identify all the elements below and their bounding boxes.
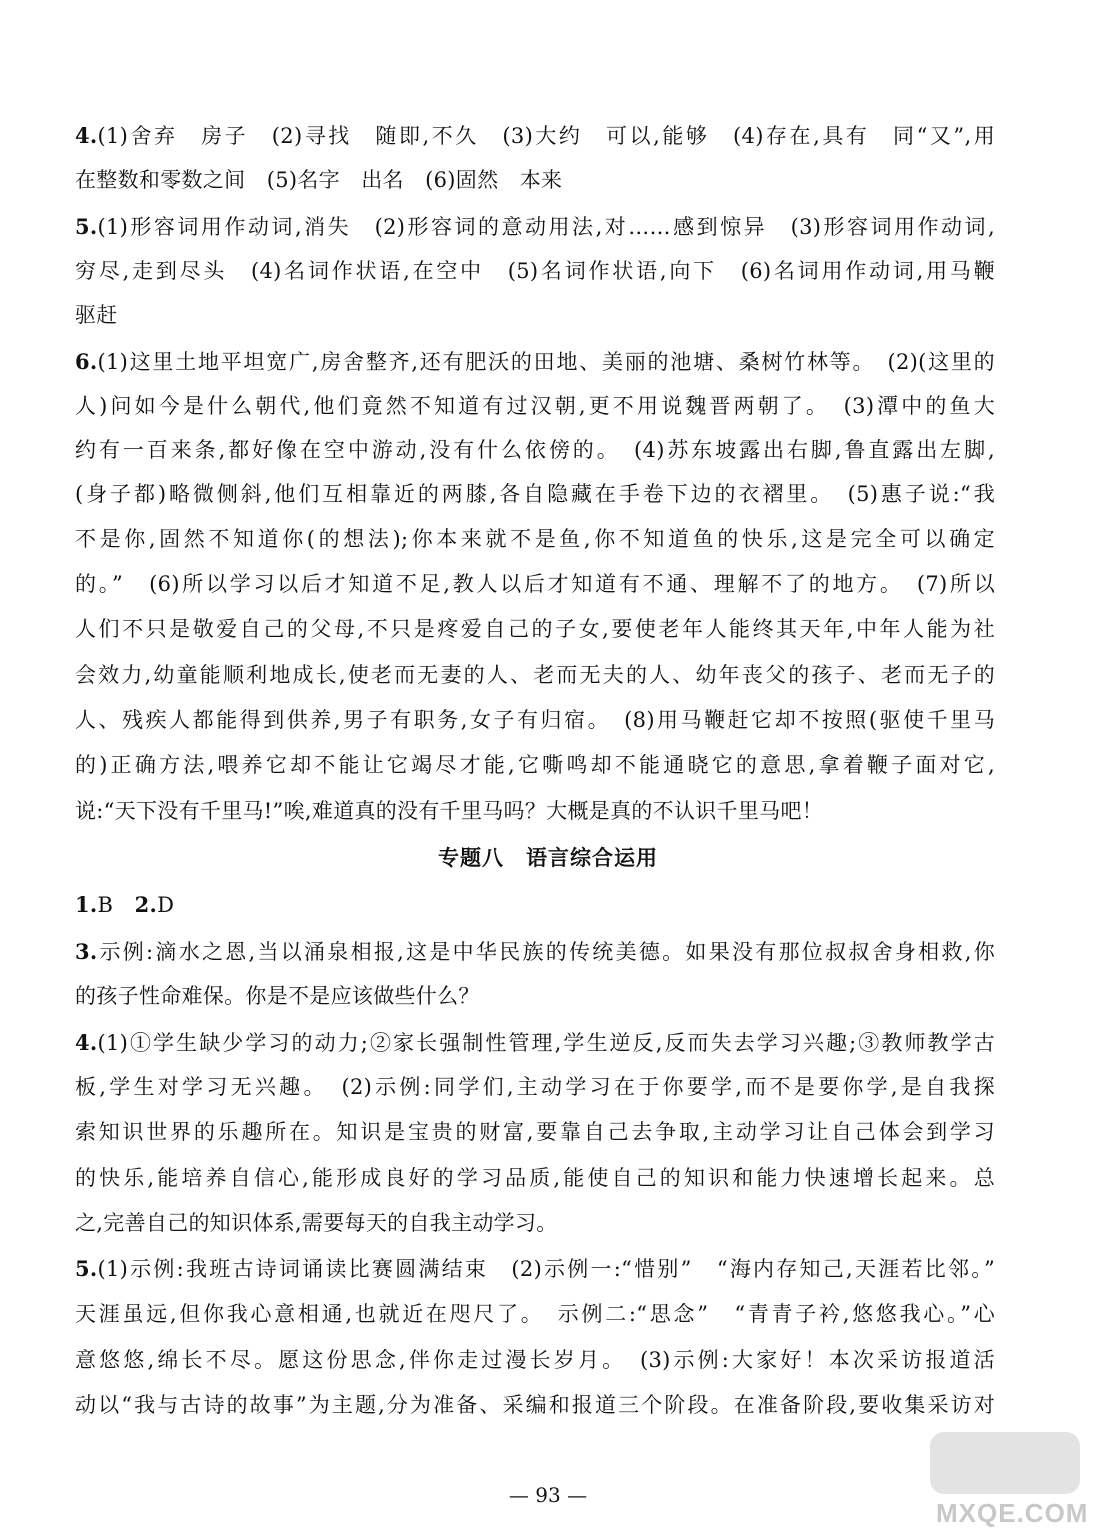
item-5-line-3: 驱赶 [75, 303, 118, 327]
item-6-line-6: 的。” (6)所以学习以后才知道不足,教人以后才知道有不通、理解不了的地方。 (7)所以 [75, 572, 995, 596]
item-6-line-1: 6.(1)这里土地平坦宽广,房舍整齐,还有肥沃的田地、美丽的池塘、桑树竹林等。 (2)(这里的 [75, 349, 995, 374]
item-5-line-1: 5.(1)形容词用作动词,消失 (2)形容词的意动用法,对……感到惊异 (3)形容词用作动词, [75, 214, 995, 239]
section-item-4-line-5: 之,完善自己的知识体系,需要每天的自我主动学习。 [75, 1211, 558, 1235]
section-item-4-line-2: 板,学生对学习无兴趣。 (2)示例:同学们,主动学习在于你要学,而不是要你学,是自我探 [75, 1075, 995, 1099]
item-6-line-5: 不是你,固然不知道你(的想法);你本来就不是鱼,你不知道鱼的快乐,这是完全可以确定 [75, 527, 995, 551]
section-item-4-line-3: 索知识世界的乐趣所在。知识是宝贵的财富,要靠自己去争取,主动学习让自己体会到学习 [75, 1120, 995, 1144]
section-item-2-number: 2. [134, 892, 158, 917]
section-item-4-line-4: 的快乐,能培养自信心,能形成良好的学习品质,能使自己的知识和能力快速增长起来。总 [75, 1166, 995, 1190]
section-item-4-line-1: 4.(1)①学生缺少学习的动力;②家长强制性管理,学生逆反,反而失去学习兴趣;③教师教学古 [75, 1030, 995, 1055]
item-6-line-4: (身子都)略微侧斜,他们互相靠近的两膝,各自隐藏在手卷下边的衣褶里。 (5)惠子说:“我 [75, 482, 995, 506]
item-6-line-8: 会效力,幼童能顺利地成长,使老而无妻的人、老而无夫的人、幼年丧父的孩子、老而无子的 [75, 663, 995, 687]
item-6-number: 6. [75, 349, 98, 374]
item-6-line-10: 的)正确方法,喂养它却不能让它竭尽才能,它嘶鸣却不能通晓它的意思,拿着鞭子面对它, [75, 753, 995, 777]
item-5-line-2: 穷尽,走到尽头 (4)名词作状语,在空中 (5)名词作状语,向下 (6)名词用作动词,用马鞭 [75, 259, 995, 283]
item-6-line-2: 人)问如今是什么朝代,他们竟然不知道有过汉朝,更不用说魏晋两朝了。 (3)潭中的鱼大 [75, 394, 995, 418]
section-item-5-line-3: 意悠悠,绵长不尽。愿这份思念,伴你走过漫长岁月。 (3)示例:大家好！本次采访报道活 [75, 1348, 995, 1372]
section-item-1-answer: B [97, 893, 114, 917]
item-6-line-9: 人、残疾人都能得到供养,男子有职务,女子有归宿。 (8)用马鞭赶它却不按照(驱使千里马 [75, 708, 995, 732]
item-4-line-1: 4.(1)舍弃 房子 (2)寻找 随即,不久 (3)大约 可以,能够 (4)存在,具有 同“又”,用 [75, 123, 995, 148]
section-item-1-number: 1. [75, 892, 98, 917]
item-6-line-11: 说:“天下没有千里马!”唉,难道真的没有千里马吗？大概是真的不认识千里马吧！ [75, 799, 824, 823]
item-6-line-3: 约有一百来条,都好像在空中游动,没有什么依傍的。 (4)苏东坡露出右脚,鲁直露出左脚, [75, 438, 995, 462]
section-item-1-2-line [75, 890, 995, 920]
item-4-number: 4. [75, 123, 98, 148]
section-item-3-line-1: 3.示例:滴水之恩,当以涌泉相报,这是中华民族的传统美德。如果没有那位叔叔舍身相救,你 [75, 939, 995, 964]
watermark-text: MXQE.COM [936, 1498, 1089, 1528]
section-heading: 专题八 语言综合运用 [438, 845, 658, 870]
section-item-3-number: 3. [75, 939, 98, 964]
section-item-5-line-1: 5.(1)示例:我班古诗词诵读比赛圆满结束 (2)示例一:“惜别” “海内存知己,天涯若比邻。” [75, 1256, 995, 1281]
watermark-logo-icon [930, 1432, 1080, 1494]
item-4-line-2: 在整数和零数之间 (5)名字 出名 (6)固然 本来 [75, 168, 563, 192]
item-5-number: 5. [75, 214, 98, 239]
section-item-5-line-4: 动以“我与古诗的故事”为主题,分为准备、采编和报道三个阶段。在准备阶段,要收集采访对 [75, 1393, 995, 1417]
section-item-4-number: 4. [75, 1030, 98, 1055]
section-item-5-number: 5. [75, 1256, 98, 1281]
section-item-2-answer: D [157, 893, 175, 917]
section-item-3-line-2: 的孩子性命难保。你是不是应该做些什么？ [75, 984, 480, 1008]
watermark [930, 1432, 1089, 1532]
section-item-5-line-2: 天涯虽远,但你我心意相通,也就近在咫尺了。 示例二:“思念” “青青子衿,悠悠我心。”心 [75, 1302, 995, 1326]
item-6-line-7: 人们不只是敬爱自己的父母,不只是疼爱自己的子女,要使老年人能终其天年,中年人能为社 [75, 617, 995, 641]
page-number: — 93 — [508, 1483, 588, 1507]
